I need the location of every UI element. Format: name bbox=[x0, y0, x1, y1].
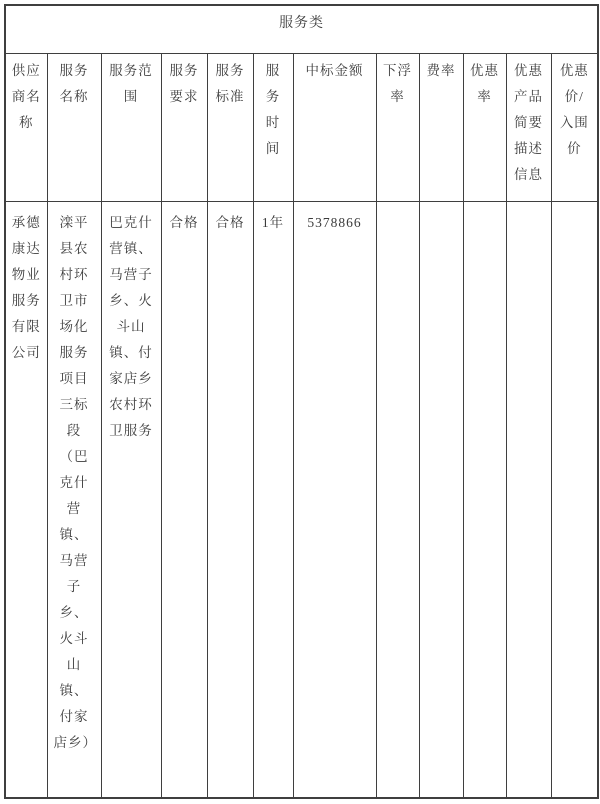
col-header-supplier-name: 供应商名称 bbox=[5, 53, 47, 201]
col-header-float-down-rate: 下浮率 bbox=[376, 53, 419, 201]
col-header-discount-product-description: 优惠产品简要描述信息 bbox=[506, 53, 551, 201]
service-category-result-table bbox=[4, 4, 599, 799]
cell-supplier-name: 承德康达物业服务有限公司 bbox=[5, 201, 47, 798]
cell-discount-product-description bbox=[506, 201, 551, 798]
col-header-winning-bid-amount: 中标金额 bbox=[293, 53, 376, 201]
col-header-fee-rate: 费率 bbox=[419, 53, 463, 201]
cell-float-down-rate bbox=[376, 201, 419, 798]
cell-discount-price bbox=[551, 201, 598, 798]
col-header-discount-rate: 优惠率 bbox=[463, 53, 506, 201]
table-title-row bbox=[5, 5, 598, 53]
col-header-service-standard: 服务标准 bbox=[207, 53, 253, 201]
cell-service-time: 1年 bbox=[253, 201, 293, 798]
cell-discount-rate bbox=[463, 201, 506, 798]
cell-fee-rate bbox=[419, 201, 463, 798]
col-header-service-name: 服务名称 bbox=[47, 53, 101, 201]
table-header-row bbox=[5, 53, 598, 201]
col-header-service-requirement: 服务要求 bbox=[161, 53, 207, 201]
cell-winning-bid-amount: 5378866 bbox=[293, 201, 376, 798]
cell-service-requirement: 合格 bbox=[161, 201, 207, 798]
col-header-discount-price: 优惠价/入围价 bbox=[551, 53, 598, 201]
cell-service-name: 滦平县农村环卫市场化服务项目三标段（巴克什营镇、马营子乡、火斗山镇、付家店乡） bbox=[47, 201, 101, 798]
cell-service-scope: 巴克什营镇、马营子乡、火斗山镇、付家店乡农村环卫服务 bbox=[101, 201, 161, 798]
table-data-row bbox=[5, 201, 598, 798]
category-title: 服务类 bbox=[5, 5, 598, 53]
cell-service-standard: 合格 bbox=[207, 201, 253, 798]
col-header-service-time: 服务时间 bbox=[253, 53, 293, 201]
col-header-service-scope: 服务范围 bbox=[101, 53, 161, 201]
